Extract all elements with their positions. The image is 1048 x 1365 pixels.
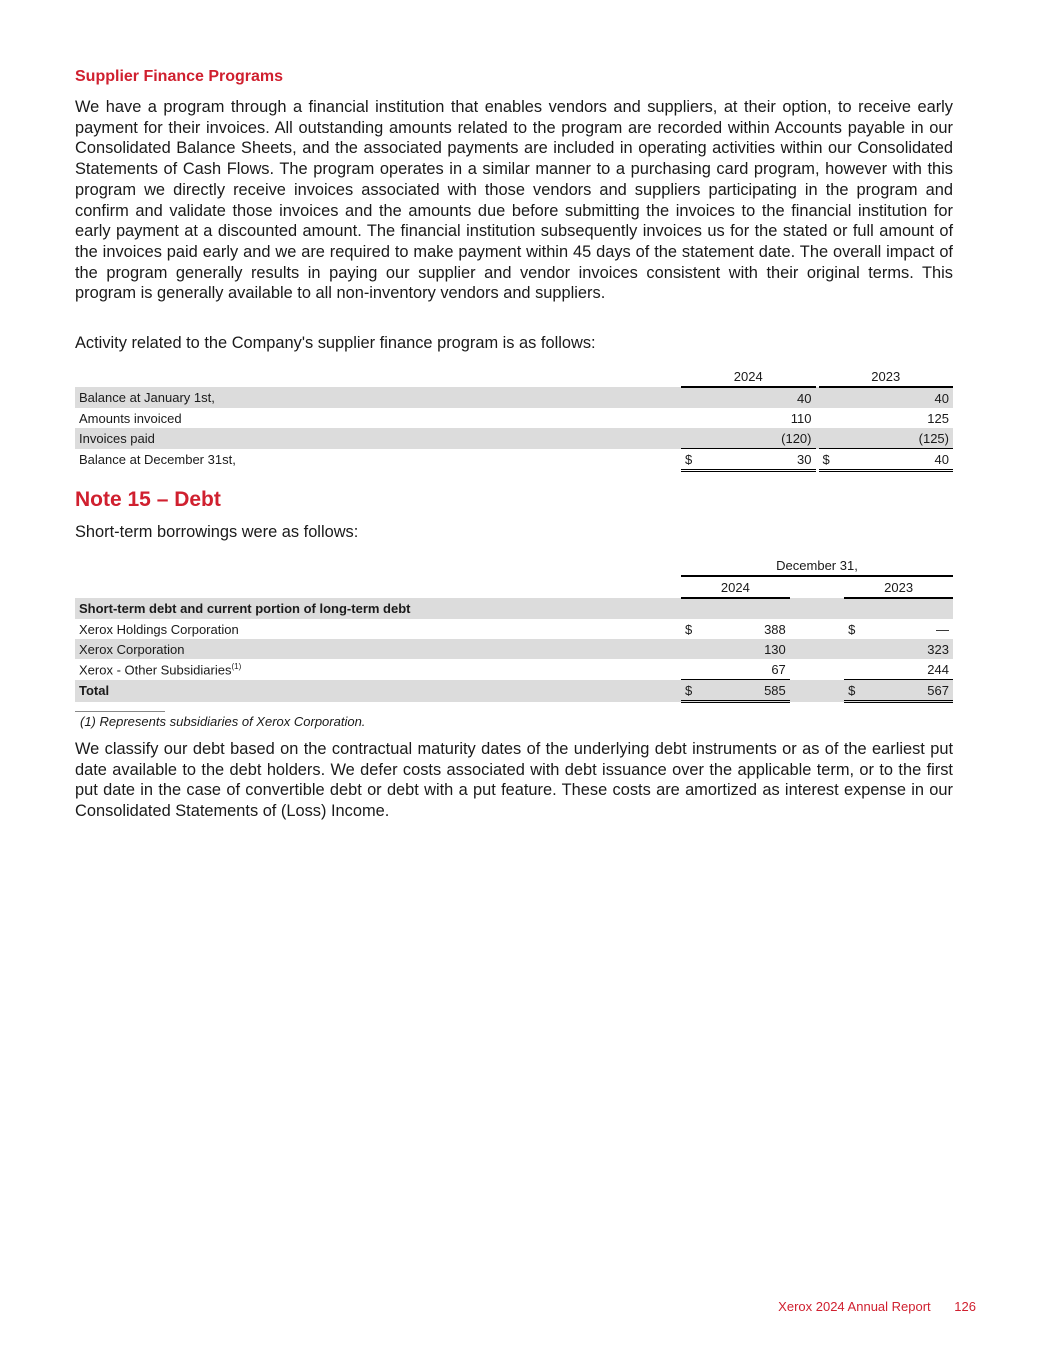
table-row — [75, 428, 953, 449]
value-2024: 130 — [735, 639, 789, 659]
note-15-heading: Note 15 – Debt — [75, 488, 221, 511]
label-text: Xerox - Other Subsidiaries — [79, 661, 232, 677]
value-2024: 30 — [748, 449, 815, 471]
value-2023: 125 — [927, 410, 949, 426]
value-2024: 585 — [735, 680, 789, 702]
table-row — [75, 659, 953, 680]
currency-symbol: $ — [844, 680, 898, 702]
value-2023: 244 — [927, 661, 949, 677]
value-2024: 388 — [764, 621, 786, 637]
value-2023: 323 — [899, 639, 953, 659]
table-row — [75, 639, 953, 659]
section-row — [75, 598, 953, 619]
row-label: Xerox Holdings Corporation — [79, 621, 239, 637]
currency-symbol: $ — [819, 449, 886, 471]
table-group-header-row — [75, 555, 953, 576]
table-header-row — [75, 576, 953, 598]
supplier-finance-table — [75, 366, 953, 472]
supplier-finance-paragraph — [75, 97, 953, 304]
table-row — [75, 387, 953, 408]
activity-intro — [75, 333, 953, 354]
column-header: 2024 — [681, 576, 790, 598]
supplier-finance-heading: Supplier Finance Programs — [75, 68, 284, 85]
short-term-borrowings-table — [75, 555, 953, 703]
value-2023: (125) — [886, 428, 953, 449]
value-2024: 67 — [771, 661, 786, 677]
table-header-row — [75, 366, 953, 387]
page-number: 126 — [954, 1299, 976, 1314]
row-label: Amounts invoiced — [79, 410, 182, 426]
column-header: 2023 — [844, 576, 953, 598]
paragraph: Short-term borrowings were as follows: — [75, 523, 359, 541]
value-2023: 40 — [886, 449, 953, 471]
footnote: (1) Represents subsidiaries of Xerox Corporation. — [80, 714, 366, 729]
row-label: Balance at December 31st, — [79, 452, 236, 467]
debt-intro — [75, 522, 953, 543]
footnote-divider — [75, 711, 165, 712]
section-label: Short-term debt and current portion of long-term debt — [75, 598, 681, 619]
column-header: 2023 — [819, 366, 954, 387]
value-2024: 110 — [790, 410, 812, 426]
currency-symbol: $ — [685, 621, 693, 637]
paragraph: We have a program through a financial institution that enables vendors and suppliers, at their option, to receive early payment for their invoices. All outstanding amounts related to the program are recorded within Accounts payable in our Consolidated Balance Sheets, and the associated payments are included in operating activities within our Consolidated Statements of Cash Flows. The program operates in a similar manner to a purchasing card program, however with this program we directly receive invoices associated with those vendors and suppliers participating in the program and confirm and validate those invoices and the amounts due before submitting the invoices to the financial institution for early payment at a discounted amount. The financial institution subsequently invoices us for the stated or full amount of the invoices paid early and we are required to make payment within 45 days of the statement date. The overall impact of the program generally results in paying our supplier and vendor invoices consistent with their original terms. This program is generally available to all non-inventory vendors and suppliers. — [75, 98, 953, 303]
row-label: Xerox Corporation — [75, 639, 681, 659]
page-footer — [778, 1299, 976, 1314]
value-2024: (120) — [748, 428, 815, 449]
currency-symbol: $ — [681, 449, 748, 471]
value-2023: 40 — [886, 387, 953, 408]
table-row — [75, 408, 953, 428]
value-2024: 40 — [748, 387, 815, 408]
currency-symbol: $ — [681, 680, 735, 702]
total-row — [75, 680, 953, 702]
paragraph: Activity related to the Company's supplier finance program is as follows: — [75, 334, 596, 352]
table-row — [75, 449, 953, 471]
paragraph: We classify our debt based on the contractual maturity dates of the underlying debt instruments or as of the earliest put date available to the debt holders. We defer costs associated with debt issuance over the applicable term, or to the first put date in the case of convertible debt or debt with a put feature. These costs are amortized as interest expense in our Consolidated Statements of (Loss) Income. — [75, 740, 953, 821]
value-2023: — — [936, 621, 949, 637]
footnote-ref: (1) — [231, 661, 242, 671]
value-2023: 567 — [899, 680, 953, 702]
row-label: Balance at January 1st, — [75, 387, 681, 408]
group-header: December 31, — [681, 555, 953, 576]
row-label — [75, 659, 681, 680]
currency-symbol: $ — [848, 621, 856, 637]
column-header: 2024 — [681, 366, 816, 387]
debt-paragraph — [75, 739, 953, 822]
row-label: Total — [75, 680, 681, 702]
row-label: Invoices paid — [75, 428, 681, 449]
report-title: Xerox 2024 Annual Report — [778, 1299, 931, 1314]
table-row — [75, 619, 953, 639]
